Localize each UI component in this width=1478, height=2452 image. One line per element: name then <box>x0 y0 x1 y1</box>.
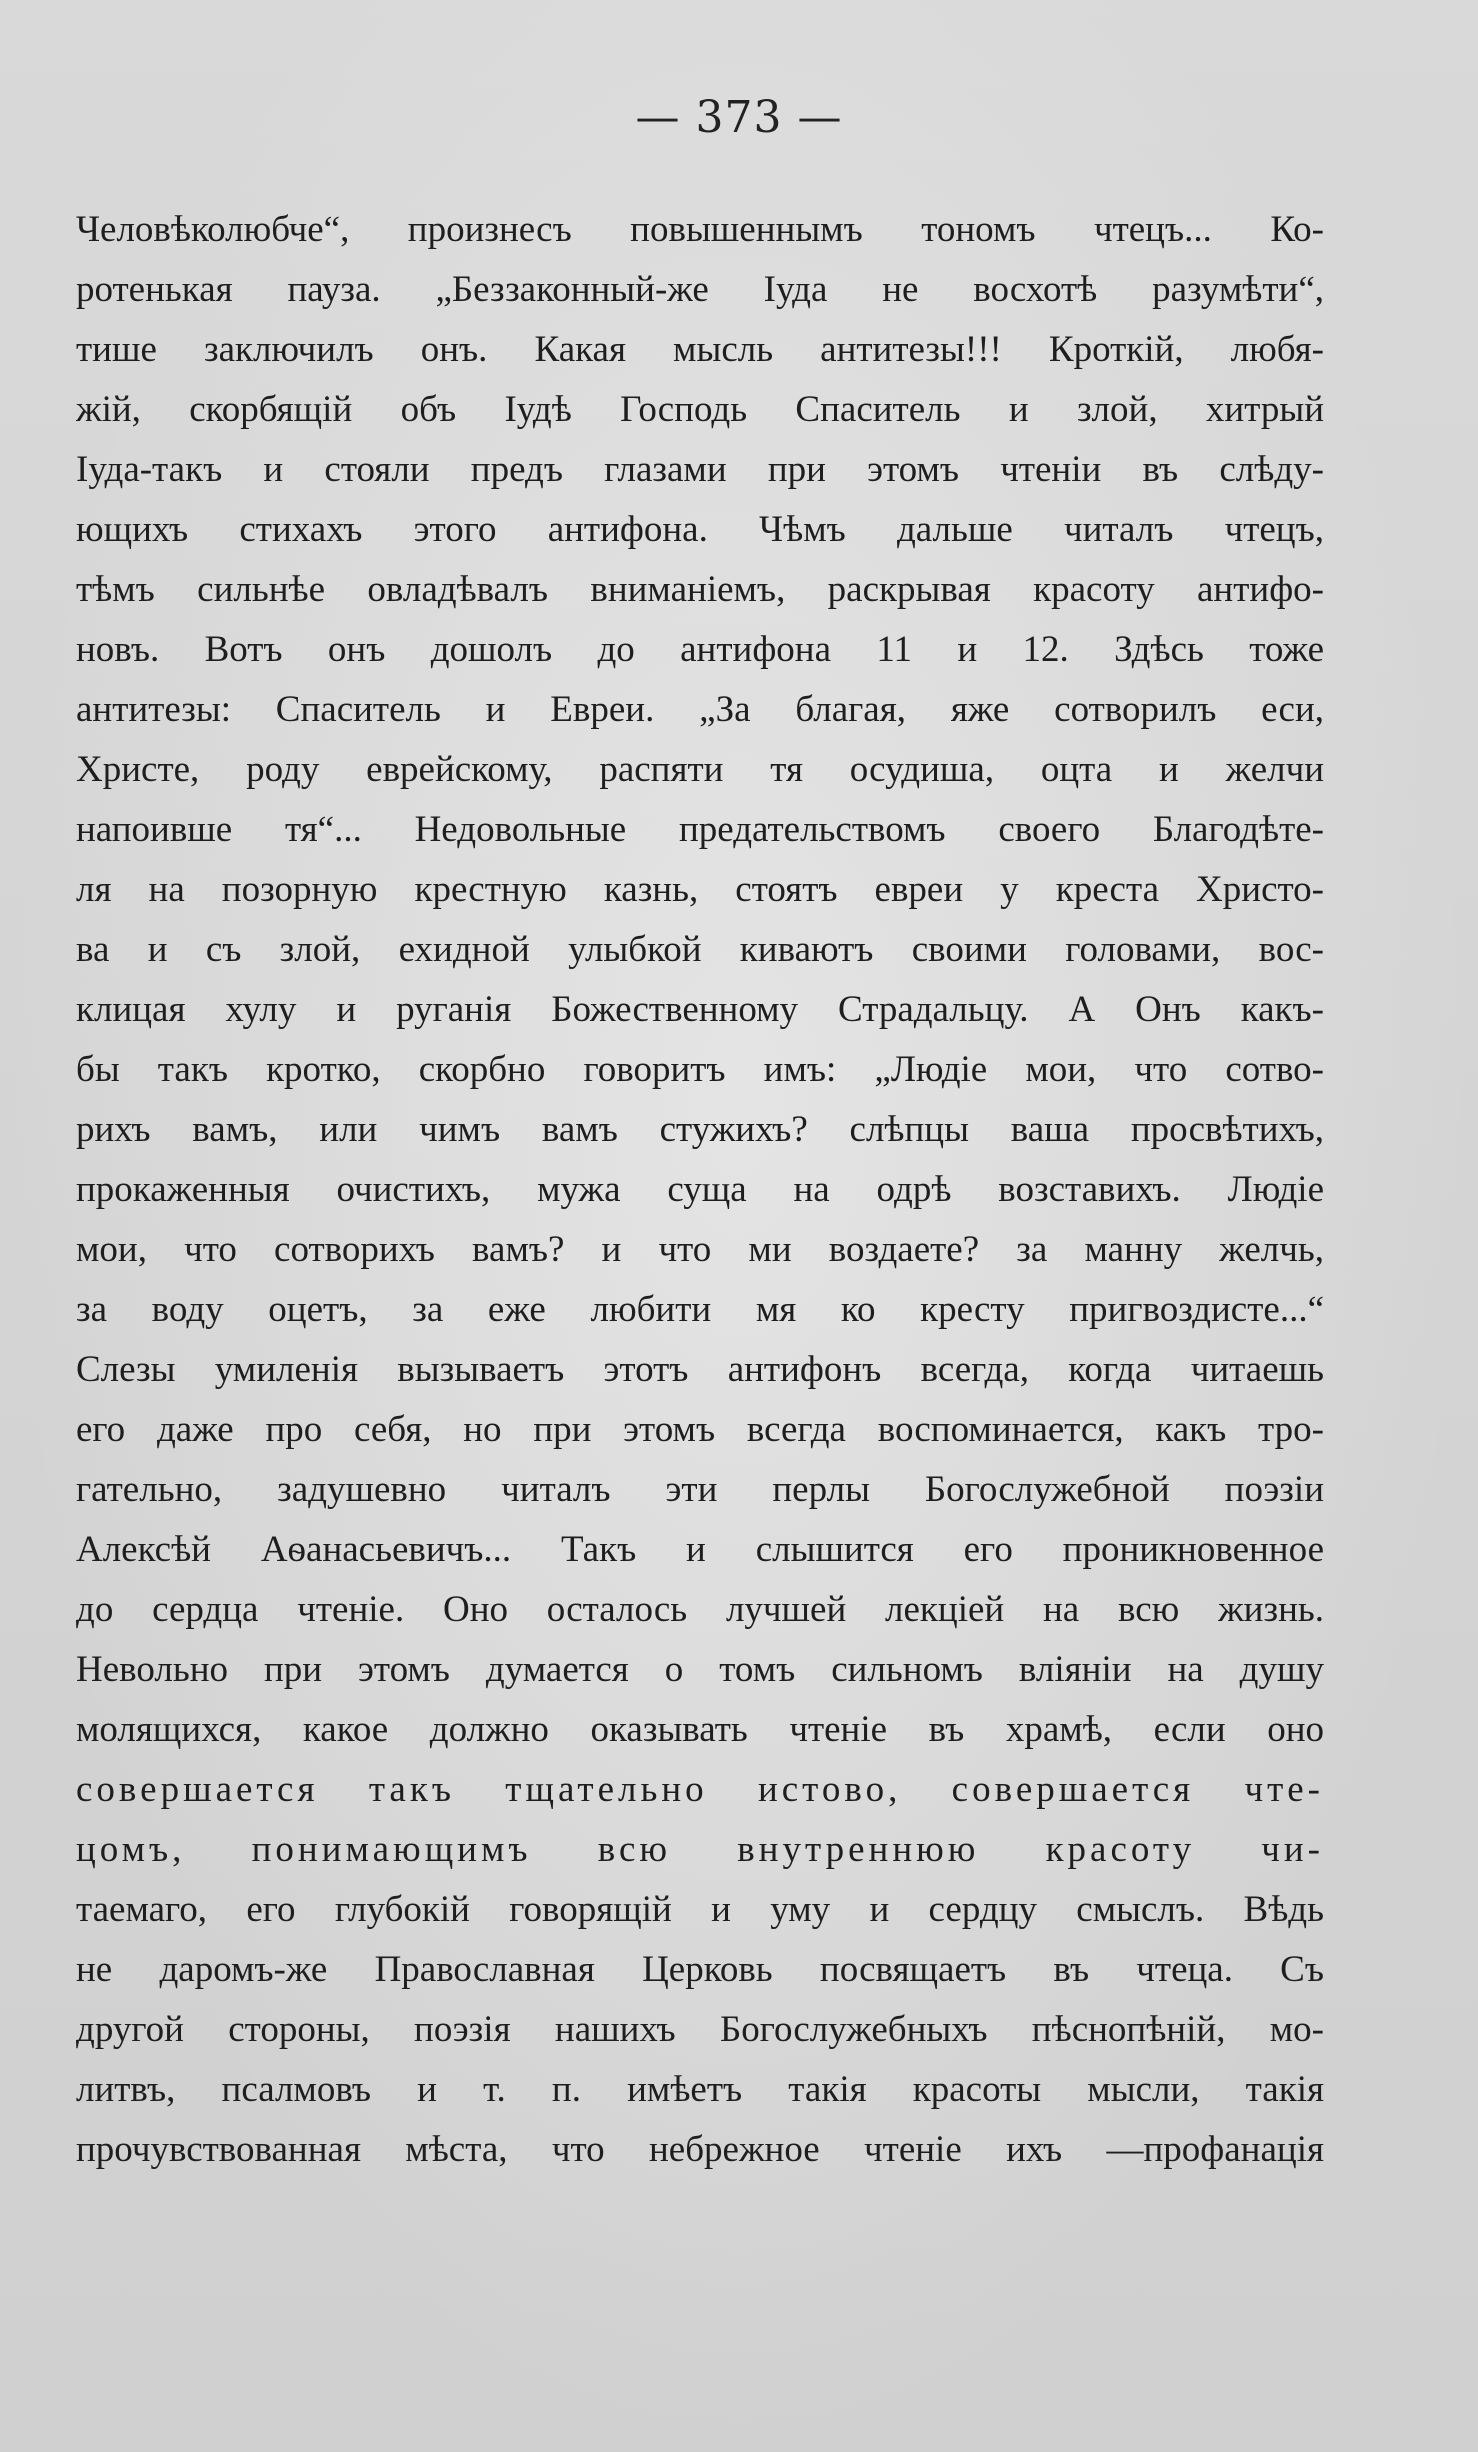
text-line: ротенькая пауза. „Беззаконный-же Іуда не восхотѣ разумѣти“, <box>76 269 1324 310</box>
text-line: жій, скорбящій объ Іудѣ Господь Спаситель и злой, хитрый <box>76 389 1324 430</box>
text-line: напоивше тя“... Недовольные предательствомъ своего Благодѣте- <box>76 809 1324 850</box>
text-line: за воду оцетъ, за еже любити мя ко кресту пригвоздисте...“ <box>76 1289 1324 1330</box>
text-line: совершается такъ тщательно истово, совершается чте- <box>76 1769 1324 1810</box>
text-line: его даже про себя, но при этомъ всегда воспоминается, какъ тро- <box>76 1409 1324 1450</box>
text-line: до сердца чтеніе. Оно осталось лучшей лекціей на всю жизнь. <box>76 1589 1324 1630</box>
text-line: литвъ, псалмовъ и т. п. имѣетъ такія красоты мысли, такія <box>76 2069 1324 2110</box>
text-line: ва и съ злой, ехидной улыбкой киваютъ своими головами, вос- <box>76 929 1324 970</box>
text-line: гательно, задушевно читалъ эти перлы Богослужебной поэзіи <box>76 1469 1324 1510</box>
text-line: антитезы: Спаситель и Евреи. „За благая, яже сотворилъ еси, <box>76 689 1324 730</box>
text-line: Человѣколюбче“, произнесъ повышеннымъ тономъ чтецъ... Ко- <box>76 209 1324 250</box>
text-line: клицая хулу и руганія Божественному Страдальцу. А Онъ какъ- <box>76 989 1324 1030</box>
text-line: таемаго, его глубокій говорящій и уму и сердцу смыслъ. Вѣдь <box>76 1889 1324 1930</box>
text-line: прокаженныя очистихъ, мужа суща на одрѣ возставихъ. Людіе <box>76 1169 1324 1210</box>
text-line: Невольно при этомъ думается о томъ сильномъ вліяніи на душу <box>76 1649 1324 1690</box>
text-line: ющихъ стихахъ этого антифона. Чѣмъ дальше читалъ чтецъ, <box>76 509 1324 550</box>
text-line: Христе, роду еврейскому, распяти тя осудиша, оцта и желчи <box>76 749 1324 790</box>
text-line: прочувствованная мѣста, что небрежное чтеніе ихъ —профанація <box>76 2129 1324 2170</box>
text-line: не даромъ-же Православная Церковь посвящаетъ въ чтеца. Съ <box>76 1949 1324 1990</box>
page-number: — 373 — <box>635 92 843 143</box>
text-line: ля на позорную крестную казнь, стоятъ евреи у креста Христо- <box>76 869 1324 910</box>
text-line: другой стороны, поэзія нашихъ Богослужебныхъ пѣснопѣній, мо- <box>76 2009 1324 2050</box>
text-line: новъ. Вотъ онъ дошолъ до антифона 11 и 12. Здѣсь тоже <box>76 629 1324 670</box>
text-line: тише заключилъ онъ. Какая мысль антитезы!!! Кроткій, любя- <box>76 329 1324 370</box>
text-line: Алексѣй Аѳанасьевичъ... Такъ и слышится его проникновенное <box>76 1529 1324 1570</box>
text-line: тѣмъ сильнѣе овладѣвалъ вниманіемъ, раскрывая красоту антифо- <box>76 569 1324 610</box>
text-line: молящихся, какое должно оказывать чтеніе въ храмѣ, если оно <box>76 1709 1324 1750</box>
text-line: Слезы умиленія вызываетъ этотъ антифонъ всегда, когда читаешь <box>76 1349 1324 1390</box>
text-line: мои, что сотворихъ вамъ? и что ми воздаете? за манну желчь, <box>76 1229 1324 1270</box>
text-line: Іуда-такъ и стояли предъ глазами при этомъ чтеніи въ слѣду- <box>76 449 1324 490</box>
text-line: цомъ, понимающимъ всю внутреннюю красоту чи- <box>76 1829 1324 1870</box>
text-line: бы такъ кротко, скорбно говоритъ имъ: „Людіе мои, что сотво- <box>76 1049 1324 1090</box>
body-text <box>76 200 1324 2180</box>
text-line: рихъ вамъ, или чимъ вамъ стужихъ? слѣпцы ваша просвѣтихъ, <box>76 1109 1324 1150</box>
